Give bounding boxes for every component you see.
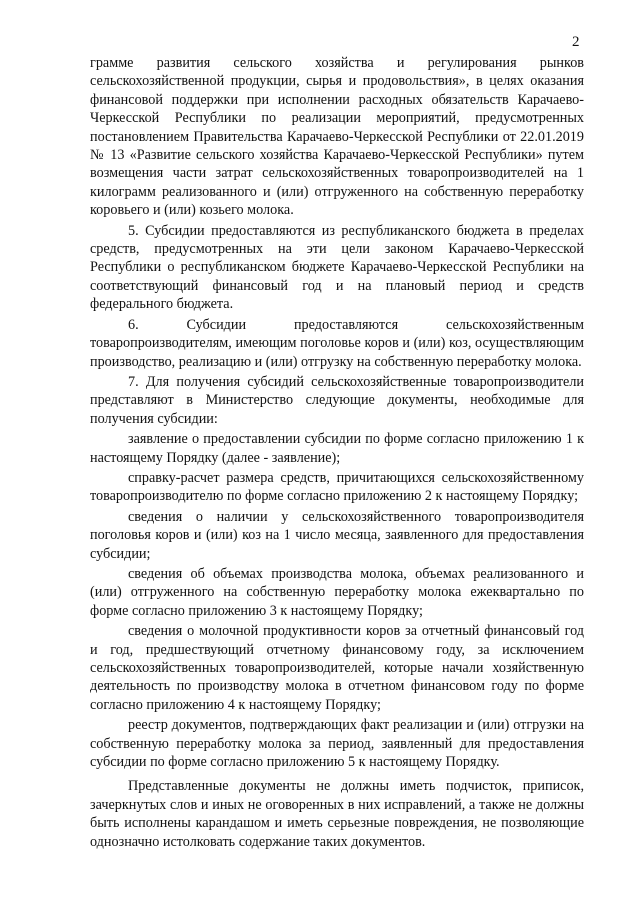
list-item-application: заявление о предоставлении субсидии по форме согласно приложению 1 к настоящему Порядку (далее - заявление); bbox=[90, 431, 584, 466]
paragraph-7-documents: 7. Для получения субсидий сельскохозяйственные товаропроизводители представляют в Министерство следующие документы, необходимые для получения субсидии: bbox=[90, 373, 584, 427]
paragraph-6-recipients: 6. Субсидии предоставляются сельскохозяйственным товаропроизводителям, имеющим поголовье коров и (или) коз, осуществляющим производство, реализацию и (или) отгрузку на собственную переработку молока. bbox=[90, 316, 584, 370]
paragraph-continuation: грамме развития сельского хозяйства и регулирования рынков сельскохозяйственной продукции, сырья и продовольствия», в целях оказания финансовой поддержки при исполнении расходных обязательств Карачаево-Черкесской Республики по реализации мероприятий, предусмотренных постановлением Правительства Карачаево-Черкесской Республики от 22.01.2019 № 13 «Развитие сельского хозяйства Карачаево-Черкесской Республики» путем возмещения части затрат сельскохозяйственных товаропроизводителей на 1 килограмм реализованного и (или) отгруженного на собственную переработку коровьего и (или) козьего молока. bbox=[90, 55, 584, 219]
list-item-document-registry: реестр документов, подтверждающих факт реализации и (или) отгрузки на собственную переработку молока за период, заявленный для предоставления субсидии по форме согласно приложению 5 к настоящему Порядку. bbox=[90, 717, 584, 771]
paragraph-document-requirements: Представленные документы не должны иметь подчисток, приписок, зачеркнутых слов и иных не оговоренных в них исправлений, а также не должны быть исполнены карандашом и иметь серьезные повреждения, не позволяющие однозначно истолковать содержание таких документов. bbox=[90, 778, 584, 850]
page-number: 2 bbox=[572, 34, 580, 50]
document-body bbox=[90, 54, 584, 853]
list-item-milk-productivity: сведения о молочной продуктивности коров за отчетный финансовый год и год, предшествующий отчетному финансовому году, за исключением сельскохозяйственных товаропроизводителей, которые начали хозяйственную деятельность по производству молока в отчетном финансовом году по форме согласно приложению 4 к настоящему Порядку; bbox=[90, 623, 584, 713]
list-item-livestock-info: сведения о наличии у сельскохозяйственного товаропроизводителя поголовья коров и (или) коз на 1 число месяца, заявленного для предоставления субсидии; bbox=[90, 508, 584, 562]
list-item-milk-volumes: сведения об объемах производства молока, объемах реализованного и (или) отгруженного на собственную переработку молока ежеквартально по форме согласно приложению 3 к настоящему Порядку; bbox=[90, 565, 584, 619]
paragraph-5-subsidy-source: 5. Субсидии предоставляются из республиканского бюджета в пределах средств, предусмотренных на эти цели законом Карачаево-Черкесской Республики о республиканском бюджете Карачаево-Черкесской Республики на соответствующий финансовый год и на плановый период и средств федерального бюджета. bbox=[90, 222, 584, 313]
list-item-calculation: справку-расчет размера средств, причитающихся сельскохозяйственному товаропроизводителю по форме согласно приложению 2 к настоящему Порядку; bbox=[90, 469, 584, 505]
